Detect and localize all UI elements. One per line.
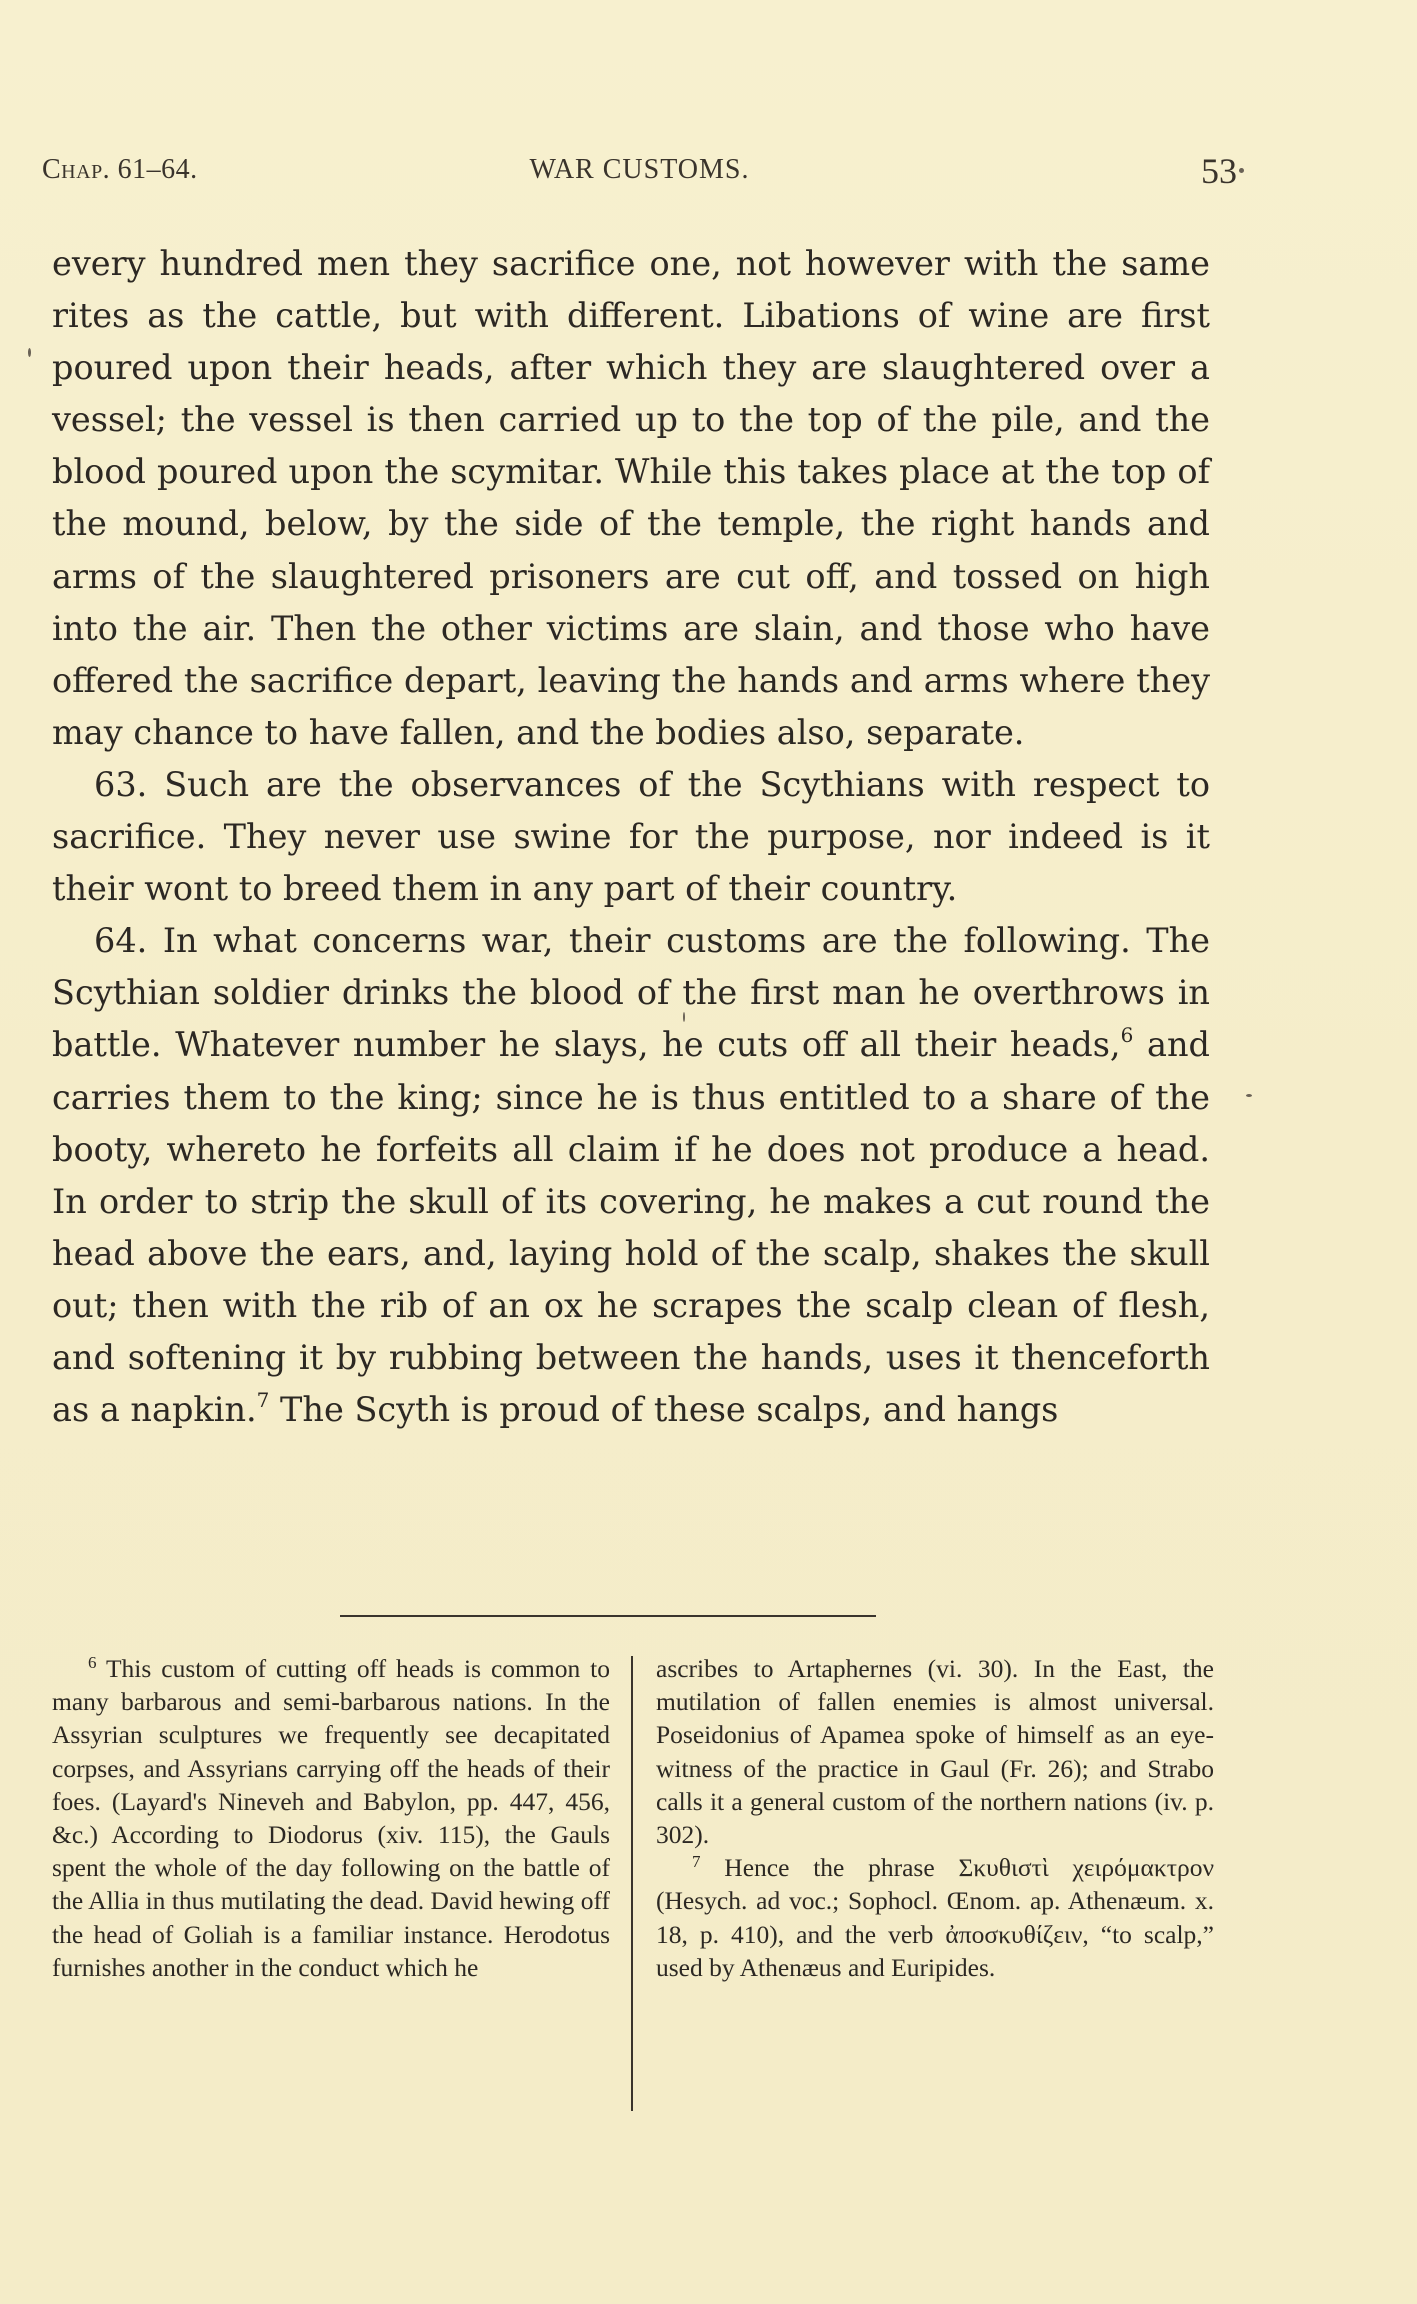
paragraph-continuation: every hundred men they sacrifice one, not however with the same rites as the cattle, but with different. Libations of wine are first poured upon their heads, after which they are slaughtered over a vessel; the vessel is then carried up to the top of the pile, and the blood poured upon the scymitar. While this takes place at the top of the mound, below, by the side of the temple, the right hands and arms of the slaughtered prisoners are cut off, and tossed on high into the air. Then the other victims are slain, and those who have offered the sacrifice depart, leaving the hands and arms where they may chance to have fallen, and the bodies also, separate. [52, 244, 1210, 752]
footnote-6-number: 6 [88, 1653, 97, 1672]
page-number: 53 [1201, 151, 1237, 191]
paragraph-64 [52, 915, 1210, 1436]
footnotes-right-column [656, 1652, 1214, 1984]
footnote-ref-7: 7 [256, 1388, 270, 1413]
footnote-6-text: This custom of cutting off heads is common to many barbarous and semi-barbarous nations. In the Assyrian sculptures we frequently see decapitated corpses, and Assyrians carrying off the heads of their foes. (Layard's Nineveh and Babylon, pp. 447, 456, &c.) According to Diodorus (xiv. 115), the Gauls spent the whole of the day following on the battle of the Allia in thus mutilating the dead. David hewing off the head of Goliah is a familiar instance. Herodotus furnishes another in the conduct which he [52, 1654, 610, 1982]
footnotes-left-column [52, 1652, 610, 1984]
running-head-title: WAR CUSTOMS. [529, 154, 750, 185]
paragraph-63: 63. Such are the observances of the Scythians with respect to sacrifice. They never use swine for the purpose, nor indeed is it their wont to breed them in any part of their country. [52, 764, 1210, 909]
footnote-7-number: 7 [692, 1852, 701, 1872]
footnote-7 [656, 1851, 1214, 1984]
footnote-7-text: Hence the phrase Σκυθιστὶ χειρόμακτρον (Hesych. ad voc.; Sophocl. Œnom. ap. Athenæum. x. 18, p. 410), and the verb ἀποσκυθίζειν, “to scalp,” used by Athenæus and Euripides. [656, 1853, 1214, 1982]
margin-speck [1239, 168, 1244, 173]
margin-speck [683, 1012, 685, 1022]
footnote-6-continued: ascribes to Artaphernes (vi. 30). In the East, the mutilation of fallen enemies is almost universal. Poseidonius of Apamea spoke of himself as an eye-witness of the practice in Gaul (Fr. 26); and Strabo calls it a general custom of the northern nations (iv. p. 302). [656, 1654, 1214, 1850]
margin-speck [1246, 1094, 1252, 1097]
footnote-column-divider [631, 1656, 633, 2111]
footnote-rule [340, 1615, 876, 1617]
paragraph-64-part-2: and carries them to the king; since he is thus entitled to a share of the booty, whereto he forfeits all claim if he does not produce a head. In order to strip the skull of its covering, he makes a cut round the head above the ears, and, laying hold of the scalp, shakes the skull out; then with the rib of an ox he scrapes the scalp clean of flesh, and softening it by rubbing between the hands, uses it thenceforth as a napkin. [52, 1025, 1210, 1430]
running-head [42, 150, 1237, 200]
running-head-chapter: Chap. 61–64. [42, 154, 198, 185]
paragraph-64-part-1: 64. In what concerns war, their customs are the following. The Scythian soldier drinks the blood of the first man he overthrows in battle. Whatever number he slays, he cuts off all their heads, [52, 921, 1210, 1065]
footnotes [52, 1652, 1214, 2112]
footnote-6 [52, 1652, 610, 1984]
paragraph-64-part-3: The Scyth is proud of these scalps, and hangs [269, 1390, 1059, 1430]
margin-speck [28, 348, 31, 357]
footnote-ref-6: 6 [1120, 1023, 1134, 1048]
main-text [52, 238, 1210, 1436]
